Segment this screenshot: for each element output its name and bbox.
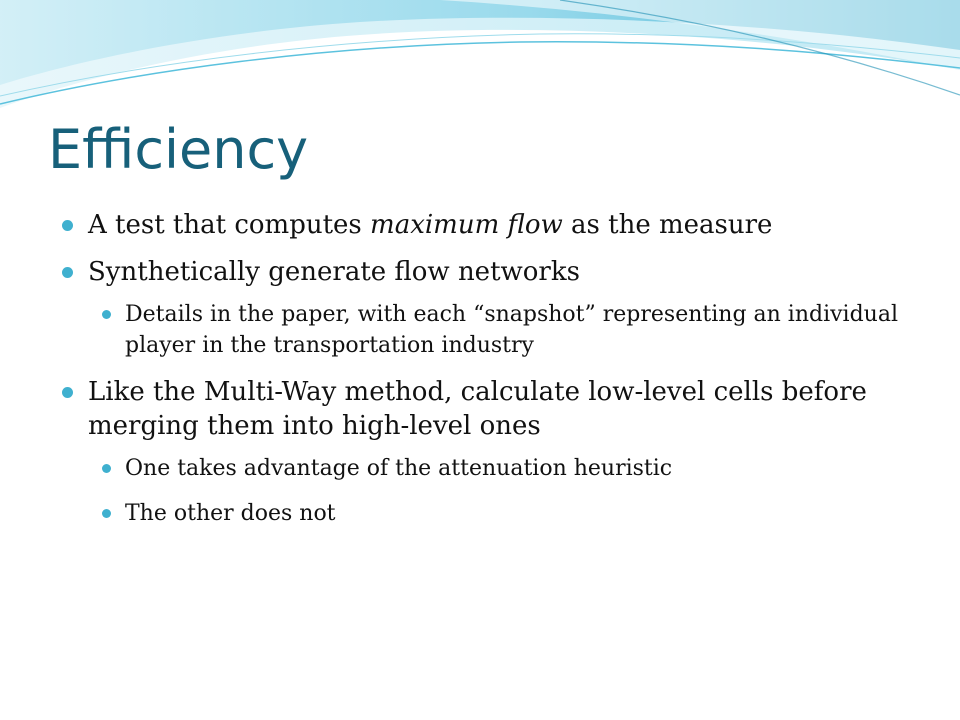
decorative-wave-banner — [0, 0, 960, 130]
bullet-text-emphasis: maximum flow — [370, 210, 563, 240]
sub-bullet-dot-icon — [102, 509, 111, 518]
sub-bullet-item — [60, 299, 920, 361]
sub-bullet-text: Details in the paper, with each “snapshot” representing an individual player in the transportation industry — [125, 302, 898, 358]
bullet-text: Synthetically generate flow networks — [88, 257, 580, 287]
bullet-item — [60, 255, 920, 289]
bullet-text-post: as the measure — [562, 210, 773, 240]
sub-bullet-dot-icon — [102, 464, 111, 473]
bullet-item — [60, 208, 920, 242]
slide-title: Efficiency — [48, 118, 309, 181]
bullet-dot-icon — [62, 387, 73, 398]
bullet-list — [60, 208, 920, 543]
bullet-text-pre: A test that computes — [88, 210, 371, 240]
sub-bullet-item — [60, 498, 920, 529]
sub-bullet-item — [60, 453, 920, 484]
sub-bullet-dot-icon — [102, 310, 111, 319]
sub-bullet-text: The other does not — [125, 501, 336, 526]
sub-bullet-text: One takes advantage of the attenuation heuristic — [125, 456, 673, 481]
bullet-text: Like the Multi-Way method, calculate low-level cells before merging them into high-level ones — [88, 377, 867, 441]
bullet-dot-icon — [62, 267, 73, 278]
bullet-item — [60, 375, 920, 443]
bullet-dot-icon — [62, 220, 73, 231]
